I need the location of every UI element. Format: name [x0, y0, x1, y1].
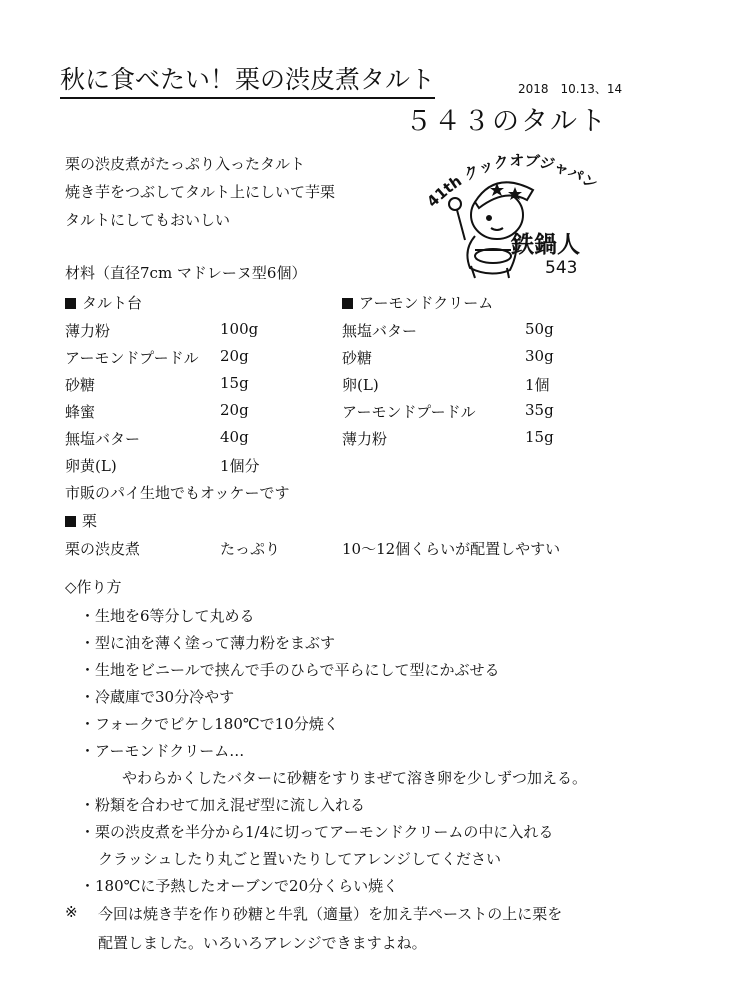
ingredient-amount: 1個分: [220, 457, 260, 475]
ingredient-name: 卵(L): [342, 376, 379, 394]
logo-emblem: [415, 140, 615, 290]
chestnut-note: 10〜12個くらいが配置しやすい: [342, 540, 561, 558]
square-bullet-icon: [342, 298, 353, 309]
method-step: ・生地をビニールで挟んで手のひらで平らにして型にかぶせる: [80, 661, 500, 679]
method-step: ・型に油を薄く塗って薄力粉をまぶす: [80, 634, 336, 652]
tart-note: 市販のパイ生地でもオッケーです: [65, 484, 290, 502]
ingredient-amount: 100g: [220, 320, 259, 338]
note-mark: ※: [65, 903, 78, 921]
ingredient-name: 砂糖: [65, 376, 96, 394]
ingredient-amount: 1個: [525, 376, 550, 394]
page-title: 秋に食べたい！栗の渋皮煮タルト: [60, 60, 435, 99]
ingredient-name: アーモンドプードル: [65, 349, 199, 367]
note-line: 配置しました。いろいろアレンジできますよね。: [98, 934, 427, 952]
ingredient-name: アーモンドプードル: [342, 403, 476, 421]
square-bullet-icon: [65, 516, 76, 527]
logo-number: 543: [545, 258, 578, 278]
ingredient-amount: 35g: [525, 401, 554, 419]
cream-heading: アーモンドクリーム: [342, 292, 493, 313]
ingredient-name: 無塩バター: [65, 430, 141, 448]
method-step: ・180℃に予熱したオーブンで20分くらい焼く: [80, 877, 399, 895]
ingredient-amount: 30g: [525, 347, 554, 365]
ingredient-name: 薄力粉: [65, 322, 111, 340]
method-step: ・フォークでピケし180℃で10分焼く: [80, 715, 339, 733]
ingredient-amount: 50g: [525, 320, 554, 338]
square-bullet-icon: [65, 298, 76, 309]
logo-arc-text: 41th クックオブジャパン: [423, 151, 601, 211]
intro-line: 栗の渋皮煮がたっぷり入ったタルト: [65, 155, 306, 173]
method-step-detail: クラッシュしたり丸ごと置いたりしてアレンジしてください: [98, 850, 502, 868]
tart-heading: タルト台: [65, 292, 142, 313]
ingredient-name: 薄力粉: [342, 430, 388, 448]
logo-name: 鉄鍋人: [511, 232, 580, 258]
ingredient-name: 砂糖: [342, 349, 373, 367]
method-step: ・粉類を合わせて加え混ぜ型に流し入れる: [80, 796, 366, 814]
intro-line: タルトにしてもおいしい: [65, 211, 231, 229]
chestnut-amount: たっぷり: [220, 540, 281, 558]
ingredient-amount: 15g: [220, 374, 249, 392]
date: 2018 10.13、14: [518, 82, 623, 96]
method-step: ・冷蔵庫で30分冷やす: [80, 688, 235, 706]
intro-line: 焼き芋をつぶしてタルト上にしいて芋栗: [65, 183, 336, 201]
logo: [415, 140, 615, 290]
ingredient-amount: 20g: [220, 347, 249, 365]
chestnut-name: 栗の渋皮煮: [65, 540, 141, 558]
method-step: ・生地を6等分して丸める: [80, 607, 255, 625]
method-heading: ◇作り方: [65, 578, 122, 596]
materials-heading: 材料（直径7cm マドレーヌ型6個）: [65, 264, 307, 282]
chestnut-heading: 栗: [65, 510, 97, 531]
ingredient-name: 無塩バター: [342, 322, 418, 340]
ingredient-name: 卵黄(L): [65, 457, 117, 475]
subtitle: ５４３のタルト: [405, 106, 608, 137]
chef-illustration: [449, 182, 533, 278]
ingredient-name: 蜂蜜: [65, 403, 96, 421]
method-step-detail: やわらかくしたバターに砂糖をすりまぜて溶き卵を少しずつ加える。: [122, 769, 588, 787]
intro: [65, 150, 335, 234]
note-line: 今回は焼き芋を作り砂糖と牛乳（適量）を加え芋ペーストの上に栗を: [98, 905, 563, 923]
method-step: ・アーモンドクリーム…: [80, 742, 245, 760]
ingredient-amount: 20g: [220, 401, 249, 419]
method-step: ・栗の渋皮煮を半分から1/4に切ってアーモンドクリームの中に入れる: [80, 823, 554, 841]
ingredient-amount: 15g: [525, 428, 554, 446]
ingredient-amount: 40g: [220, 428, 249, 446]
